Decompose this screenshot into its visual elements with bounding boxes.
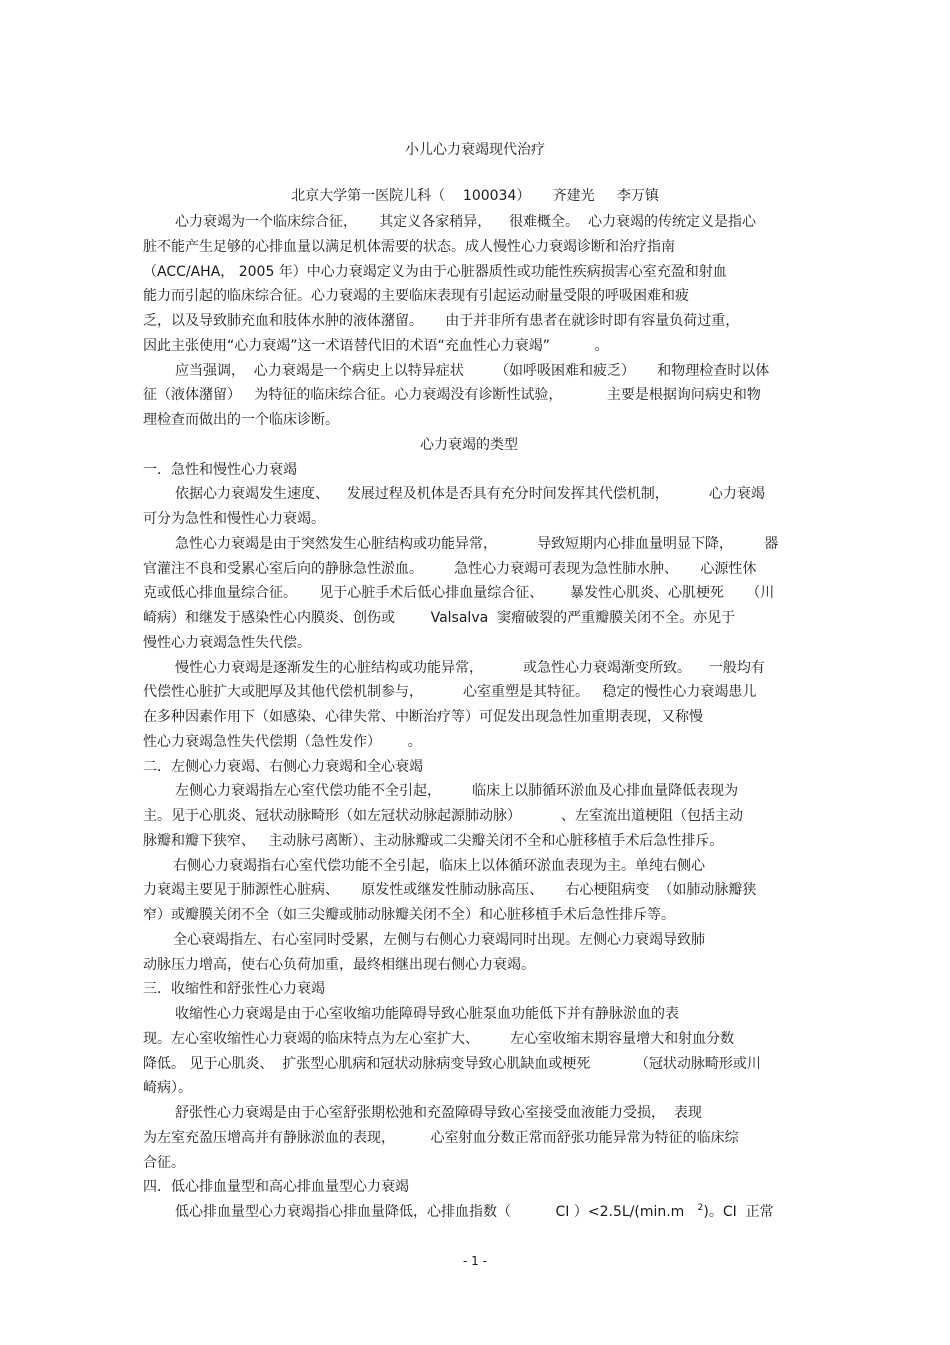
paragraph-line: 克或低心排血量综合征。 见于心脏手术后低心排血量综合征、 暴发性心肌炎、心肌梗死 （川: [143, 585, 775, 602]
paragraph-line: 力衰竭主要见于肺源性心脏病、 原发性或继发性肺动脉高压、 右心梗阻病变 （如肺动脉瓣狭: [143, 882, 757, 899]
author-line: 北京大学第一医院儿科（ 100034） 齐建光 李万镇: [291, 188, 659, 204]
paragraph-line: 慢性心力衰竭是逐渐发生的心脏结构或功能异常， 或急性心力衰竭渐变所致。 一般均有: [175, 659, 765, 676]
paragraph-line: 崎病）和继发于感染性心内膜炎、创伤或 Valsalva 窦瘤破裂的严重瓣膜关闭不全。亦见于: [143, 610, 736, 626]
subsection-heading: 一．急性和慢性心力衰竭: [143, 461, 297, 478]
paragraph-line: 窄）或瓣膜关闭不全（如三尖瓣或肺动脉瓣关闭不全）和心脏移植手术后急性排斥等。: [143, 907, 675, 923]
paragraph-line: 右侧心力衰竭指右心室代偿功能不全引起，临床上以体循环淤血表现为主。单纯右侧心: [173, 857, 705, 874]
paragraph-line: 能力而引起的临床综合征。心力衰竭的主要临床表现有引起运动耐量受限的呼吸困难和疲: [143, 288, 689, 305]
paragraph-line: 全心衰竭指左、右心室同时受累，左侧与右侧心力衰竭同时出现。左侧心力衰竭导致肺: [173, 931, 705, 948]
paragraph-line: 官灌注不良和受累心室后向的静脉急性淤血。 急性心力衰竭可表现为急性肺水肿、 心源性休: [143, 560, 757, 577]
paragraph-line: [143, 1200, 815, 1225]
section-heading: 心力衰竭的类型: [420, 436, 518, 453]
paragraph-line: 脉瓣和瓣下狭窄、 主动脉弓离断）、主动脉瓣或二尖瓣关闭不全和心脏移植手术后急性排斥。: [143, 832, 724, 849]
paragraph-line: 慢性心力衰竭急性失代偿。: [143, 634, 311, 651]
paragraph-line: 性心力衰竭急性失代偿期（急性发作） 。: [143, 733, 422, 750]
paragraph-line: 动脉压力增高，使右心负荷加重，最终相继出现右侧心力衰竭。: [143, 956, 535, 973]
page-number: - 1 -: [463, 1254, 487, 1268]
paragraph-line: 急性心力衰竭是由于突然发生心脏结构或功能异常， 导致短期内心排血量明显下降， 器: [175, 535, 779, 552]
formula-text: 低心排血量型心力衰竭指心排血量降低，心排血指数（ CI ）<2.5L/(min.m: [175, 1204, 698, 1220]
paragraph-line: 心力衰竭为一个临床综合征， 其定义各家稍异， 很难概全。 心力衰竭的传统定义是指心: [175, 214, 756, 230]
paragraph-line: 收缩性心力衰竭是由于心室收缩功能障碍导致心脏泵血功能低下并有静脉淤血的表: [175, 1006, 679, 1022]
paragraph-line: 现。左心室收缩性心力衰竭的临床特点为左心室扩大、 左心室收缩末期容量增大和射血分数: [143, 1030, 735, 1047]
paragraph-line: 降低。 见于心肌炎、 扩张型心肌病和冠状动脉病变导致心肌缺血或梗死 （冠状动脉畸形或川: [143, 1055, 761, 1072]
paragraph-line: 主。见于心肌炎、冠状动脉畸形（如左冠状动脉起源肺动脉） 、左室流出道梗阻（包括主动: [143, 808, 744, 824]
paragraph-line: 乏，以及导致肺充血和肢体水肿的液体潴留。 由于并非所有患者在就诊时即有容量负荷过重，: [143, 313, 740, 329]
subsection-heading: 四．低心排血量型和高心排血量型心力衰竭: [143, 1179, 409, 1196]
subsection-heading: 二．左侧心力衰竭、右侧心力衰竭和全心衰竭: [143, 758, 423, 775]
subsection-heading: 三．收缩性和舒张性心力衰竭: [143, 981, 325, 998]
paragraph-line: 理检查而做出的一个临床诊断。: [143, 412, 339, 428]
paragraph-line: 为左室充盈压增高并有静脉淤血的表现， 心室射血分数正常而舒张功能异常为特征的临床综: [143, 1129, 739, 1146]
superscript: 2: [697, 1203, 704, 1213]
paragraph-line: 在多种因素作用下（如感染、心律失常、中断治疗等）可促发出现急性加重期表现，又称慢: [143, 709, 703, 725]
paragraph-line: 代偿性心脏扩大或肥厚及其他代偿机制参与， 心室重塑是其特征。 稳定的慢性心力衰竭患儿: [143, 684, 757, 701]
document-body: [143, 210, 815, 1225]
paragraph-line: 因此主张使用“心力衰竭”这一术语替代旧的术语“充血性心力衰竭” 。: [143, 337, 609, 354]
formula-text-tail: )。CI 正常: [703, 1204, 774, 1220]
paragraph-line: 依据心力衰竭发生速度、 发展过程及机体是否具有充分时间发挥其代偿机制， 心力衰竭: [175, 486, 765, 503]
paragraph-line: 左侧心力衰竭指左心室代偿功能不全引起， 临床上以肺循环淤血及心排血量降低表现为: [175, 783, 739, 800]
paragraph-line: 舒张性心力衰竭是由于心室舒张期松弛和充盈障碍导致心室接受血液能力受损， 表现: [175, 1105, 702, 1121]
paragraph-line: 合征。: [143, 1154, 185, 1171]
paragraph-line: 脏不能产生足够的心排血量以满足机体需要的状态。成人慢性心力衰竭诊断和治疗指南: [143, 238, 675, 255]
paragraph-line: （ACC/AHA， 2005 年）中心力衰竭定义为由于心脏器质性或功能性疾病损害心室充盈和射血: [143, 263, 727, 280]
paragraph-line: 可分为急性和慢性心力衰竭。: [143, 511, 325, 527]
paragraph-line: 崎病）。: [143, 1080, 192, 1097]
document-title: 小儿心力衰竭现代治疗: [405, 142, 545, 158]
paragraph-line: 应当强调， 心力衰竭是一个病史上以特异症状 （如呼吸困难和疲乏） 和物理检查时以体: [175, 362, 770, 379]
paragraph-line: 征（液体潴留） 为特征的临床综合征。心力衰竭没有诊断性试验， 主要是根据询问病史和物: [143, 387, 761, 404]
